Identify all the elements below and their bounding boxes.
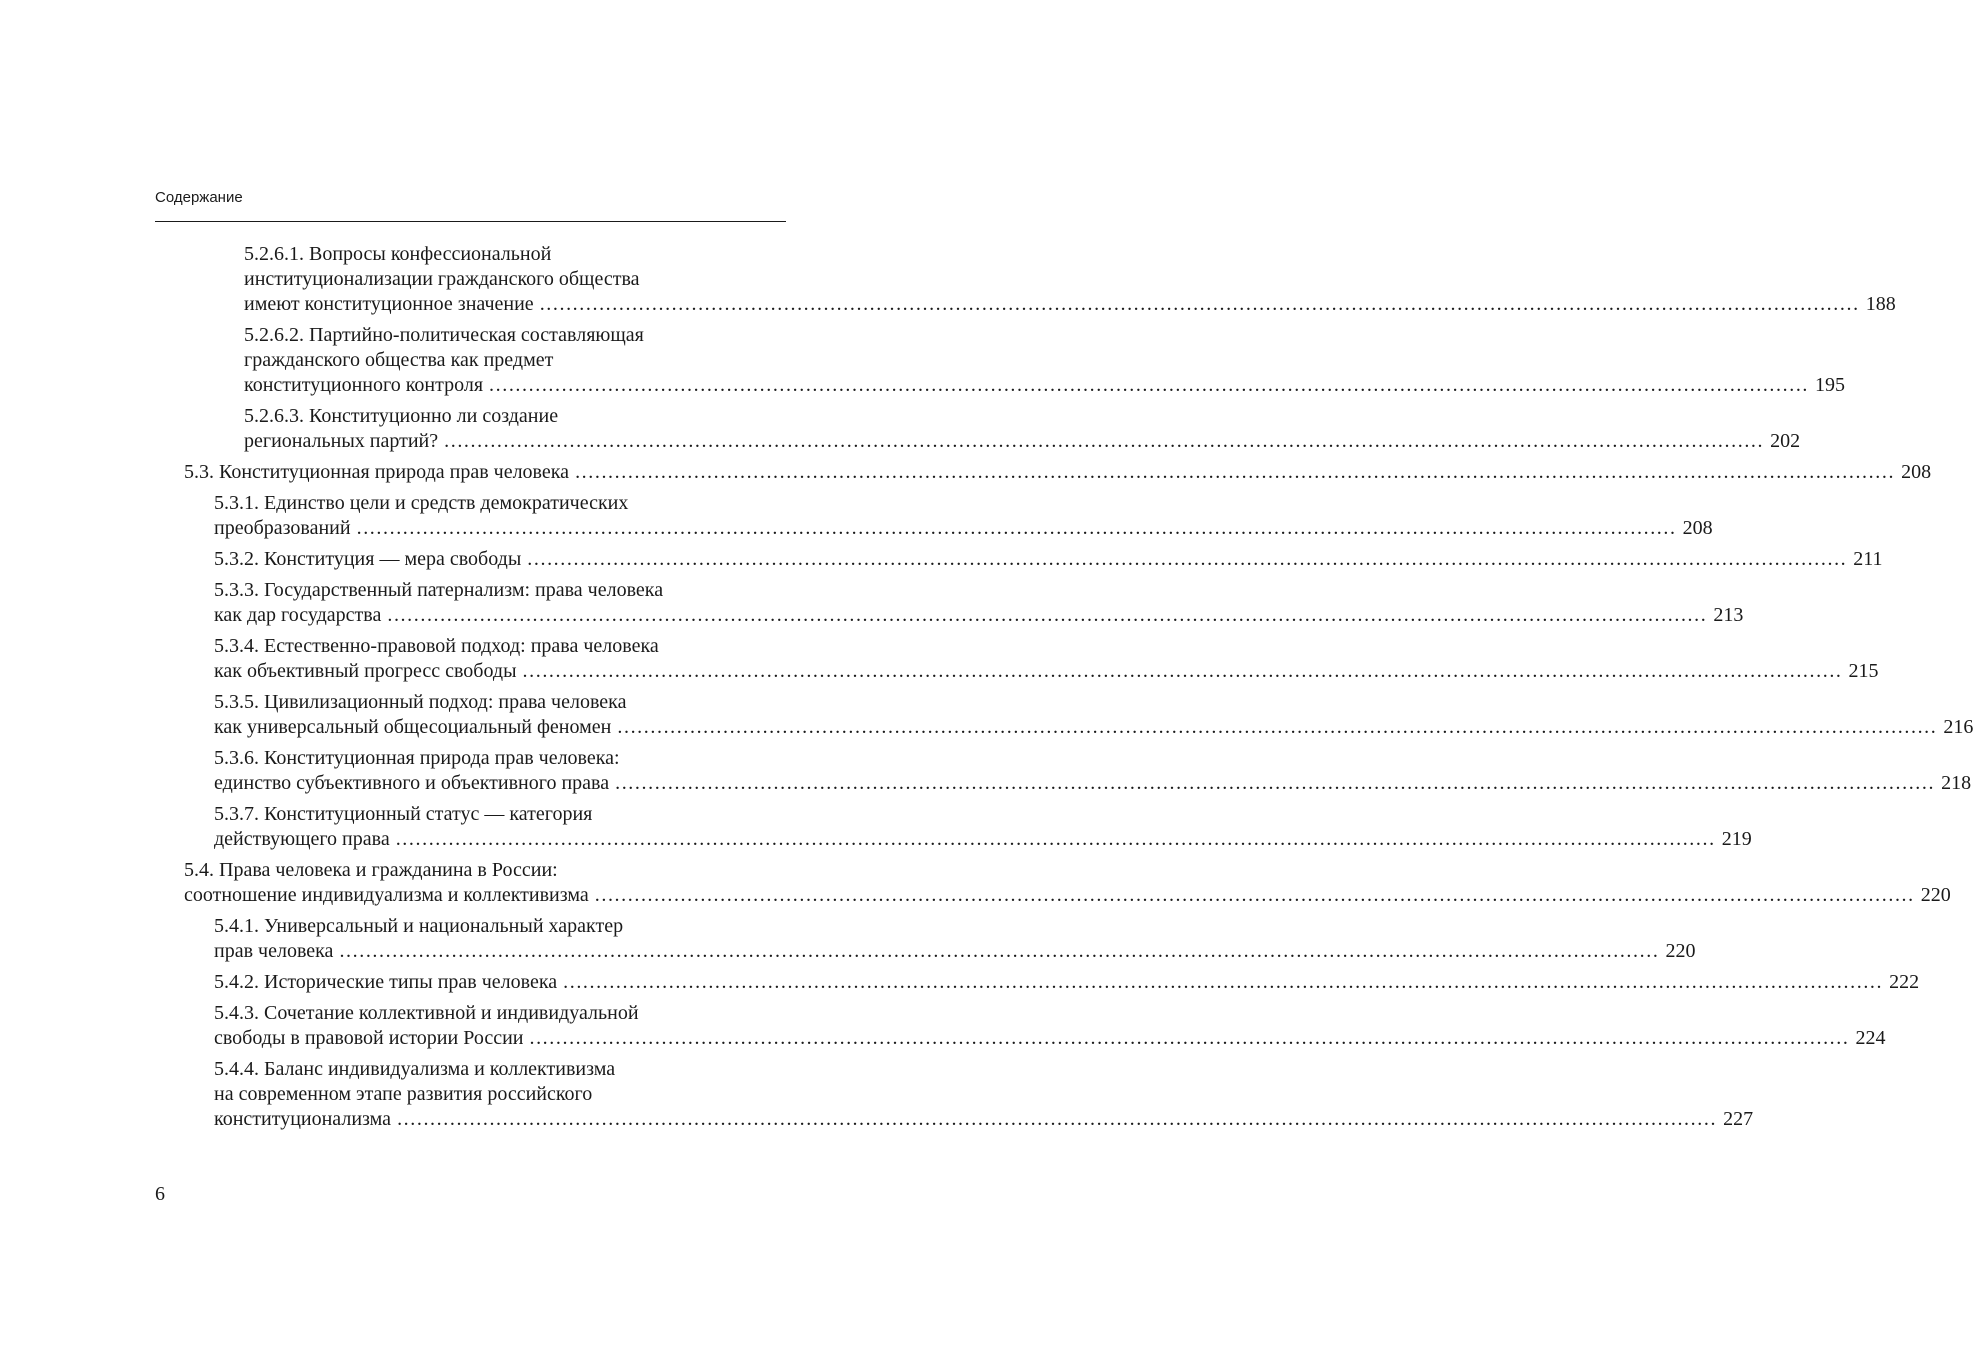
dot-leader: ........................................................................................................................................................................................................ xyxy=(529,1027,1850,1049)
toc-page-number: 218 xyxy=(1941,772,1972,794)
toc-entry[interactable] xyxy=(0,690,1973,740)
toc-entry-title: 5.3.2. Конституция — мера свободы xyxy=(214,548,522,570)
dot-leader: ........................................................................................................................................................................................................ xyxy=(563,971,1884,993)
toc-entry-line: 5.4.4. Баланс индивидуализма и коллективизма xyxy=(214,1058,616,1080)
dot-leader: ........................................................................................................................................................................................................ xyxy=(489,374,1810,396)
toc-entry[interactable] xyxy=(0,460,1932,485)
toc-entry[interactable] xyxy=(0,242,1896,317)
dot-leader: ........................................................................................................................................................................................................ xyxy=(539,293,1860,315)
toc-page-number: 188 xyxy=(1865,293,1896,315)
dot-leader: ........................................................................................................................................................................................................ xyxy=(395,828,1716,850)
toc-entry-line: институционализации гражданского общества xyxy=(244,268,640,290)
toc-entry-line: 5.3.1. Единство цели и средств демократических xyxy=(214,492,629,514)
toc-entry-line: 5.3.7. Конституционный статус — категория xyxy=(214,803,593,825)
toc-entry-title: единство субъективного и объективного права xyxy=(214,772,610,794)
toc-entry[interactable] xyxy=(0,970,1920,995)
toc-page-number: 195 xyxy=(1815,374,1846,396)
toc-entry-line: 5.3.4. Естественно-правовой подход: права человека xyxy=(214,635,659,657)
toc-entry-title: как объективный прогресс свободы xyxy=(214,660,517,682)
toc-entry-title: свободы в правовой истории России xyxy=(214,1027,524,1049)
dot-leader: ........................................................................................................................................................................................................ xyxy=(615,772,1936,794)
toc-entry-title: действующего права xyxy=(214,828,390,850)
toc-page-number: 208 xyxy=(1682,517,1713,539)
table-of-contents xyxy=(0,242,1973,1138)
toc-entry[interactable] xyxy=(0,1057,1754,1132)
toc-entry-title: как универсальный общесоциальный феномен xyxy=(214,716,612,738)
toc-entry-title: прав человека xyxy=(214,940,334,962)
toc-entry[interactable] xyxy=(0,578,1744,628)
dot-leader: ........................................................................................................................................................................................................ xyxy=(594,884,1915,906)
page-number: 6 xyxy=(155,1183,165,1205)
toc-entry-line: 5.2.6.3. Конституционно ли создание xyxy=(244,405,559,427)
toc-entry-title: 5.3. Конституционная природа прав человека xyxy=(184,461,570,483)
toc-entry[interactable] xyxy=(0,547,1883,572)
dot-leader: ........................................................................................................................................................................................................ xyxy=(617,716,1938,738)
toc-entry-title: соотношение индивидуализма и коллективизма xyxy=(184,884,589,906)
dot-leader: ........................................................................................................................................................................................................ xyxy=(527,548,1848,570)
toc-page-number: 222 xyxy=(1889,971,1920,993)
toc-page-number: 216 xyxy=(1943,716,1973,738)
dot-leader: ........................................................................................................................................................................................................ xyxy=(575,461,1896,483)
toc-page-number: 215 xyxy=(1848,660,1879,682)
toc-page-number: 219 xyxy=(1721,828,1752,850)
toc-page-number: 213 xyxy=(1713,604,1744,626)
toc-entry-line: 5.3.6. Конституционная природа прав человека: xyxy=(214,747,620,769)
toc-entry-line: 5.4. Права человека и гражданина в России: xyxy=(184,859,558,881)
toc-entry-title: имеют конституционное значение xyxy=(244,293,534,315)
toc-page-number: 211 xyxy=(1853,548,1883,570)
toc-page-number: 227 xyxy=(1723,1108,1754,1130)
toc-entry-title: 5.4.2. Исторические типы прав человека xyxy=(214,971,558,993)
dot-leader: ........................................................................................................................................................................................................ xyxy=(387,604,1708,626)
toc-entry[interactable] xyxy=(0,1001,1886,1051)
toc-entry-line: 5.4.1. Универсальный и национальный характер xyxy=(214,915,624,937)
toc-entry-title: как дар государства xyxy=(214,604,382,626)
toc-entry-title: конституционализма xyxy=(214,1108,392,1130)
toc-entry-line: 5.2.6.1. Вопросы конфессиональной xyxy=(244,243,552,265)
toc-entry[interactable] xyxy=(0,404,1801,454)
dot-leader: ........................................................................................................................................................................................................ xyxy=(356,517,1677,539)
dot-leader: ........................................................................................................................................................................................................ xyxy=(397,1108,1718,1130)
toc-page-number: 220 xyxy=(1665,940,1696,962)
toc-entry-line: гражданского общества как предмет xyxy=(244,349,554,371)
header-rule xyxy=(155,221,786,222)
toc-entry[interactable] xyxy=(0,858,1951,908)
toc-entry[interactable] xyxy=(0,746,1972,796)
toc-entry[interactable] xyxy=(0,491,1713,541)
dot-leader: ........................................................................................................................................................................................................ xyxy=(339,940,1660,962)
toc-entry-line: 5.4.3. Сочетание коллективной и индивидуальной xyxy=(214,1002,639,1024)
toc-page-number: 224 xyxy=(1855,1027,1886,1049)
toc-page-number: 220 xyxy=(1920,884,1951,906)
toc-entry-title: региональных партий? xyxy=(244,430,439,452)
toc-entry-line: 5.3.3. Государственный патернализм: права человека xyxy=(214,579,664,601)
toc-entry-title: конституционного контроля xyxy=(244,374,484,396)
toc-entry[interactable] xyxy=(0,323,1846,398)
toc-entry[interactable] xyxy=(0,634,1879,684)
toc-entry-line: 5.3.5. Цивилизационный подход: права человека xyxy=(214,691,627,713)
toc-entry[interactable] xyxy=(0,914,1696,964)
toc-entry-line: на современном этапе развития российского xyxy=(214,1083,593,1105)
toc-page-number: 202 xyxy=(1770,430,1801,452)
toc-page-number: 208 xyxy=(1901,461,1932,483)
dot-leader: ........................................................................................................................................................................................................ xyxy=(522,660,1843,682)
dot-leader: ........................................................................................................................................................................................................ xyxy=(444,430,1765,452)
toc-entry-title: преобразований xyxy=(214,517,351,539)
toc-entry-line: 5.2.6.2. Партийно-политическая составляющая xyxy=(244,324,644,346)
toc-entry[interactable] xyxy=(0,802,1752,852)
running-header: Содержание xyxy=(155,189,243,206)
